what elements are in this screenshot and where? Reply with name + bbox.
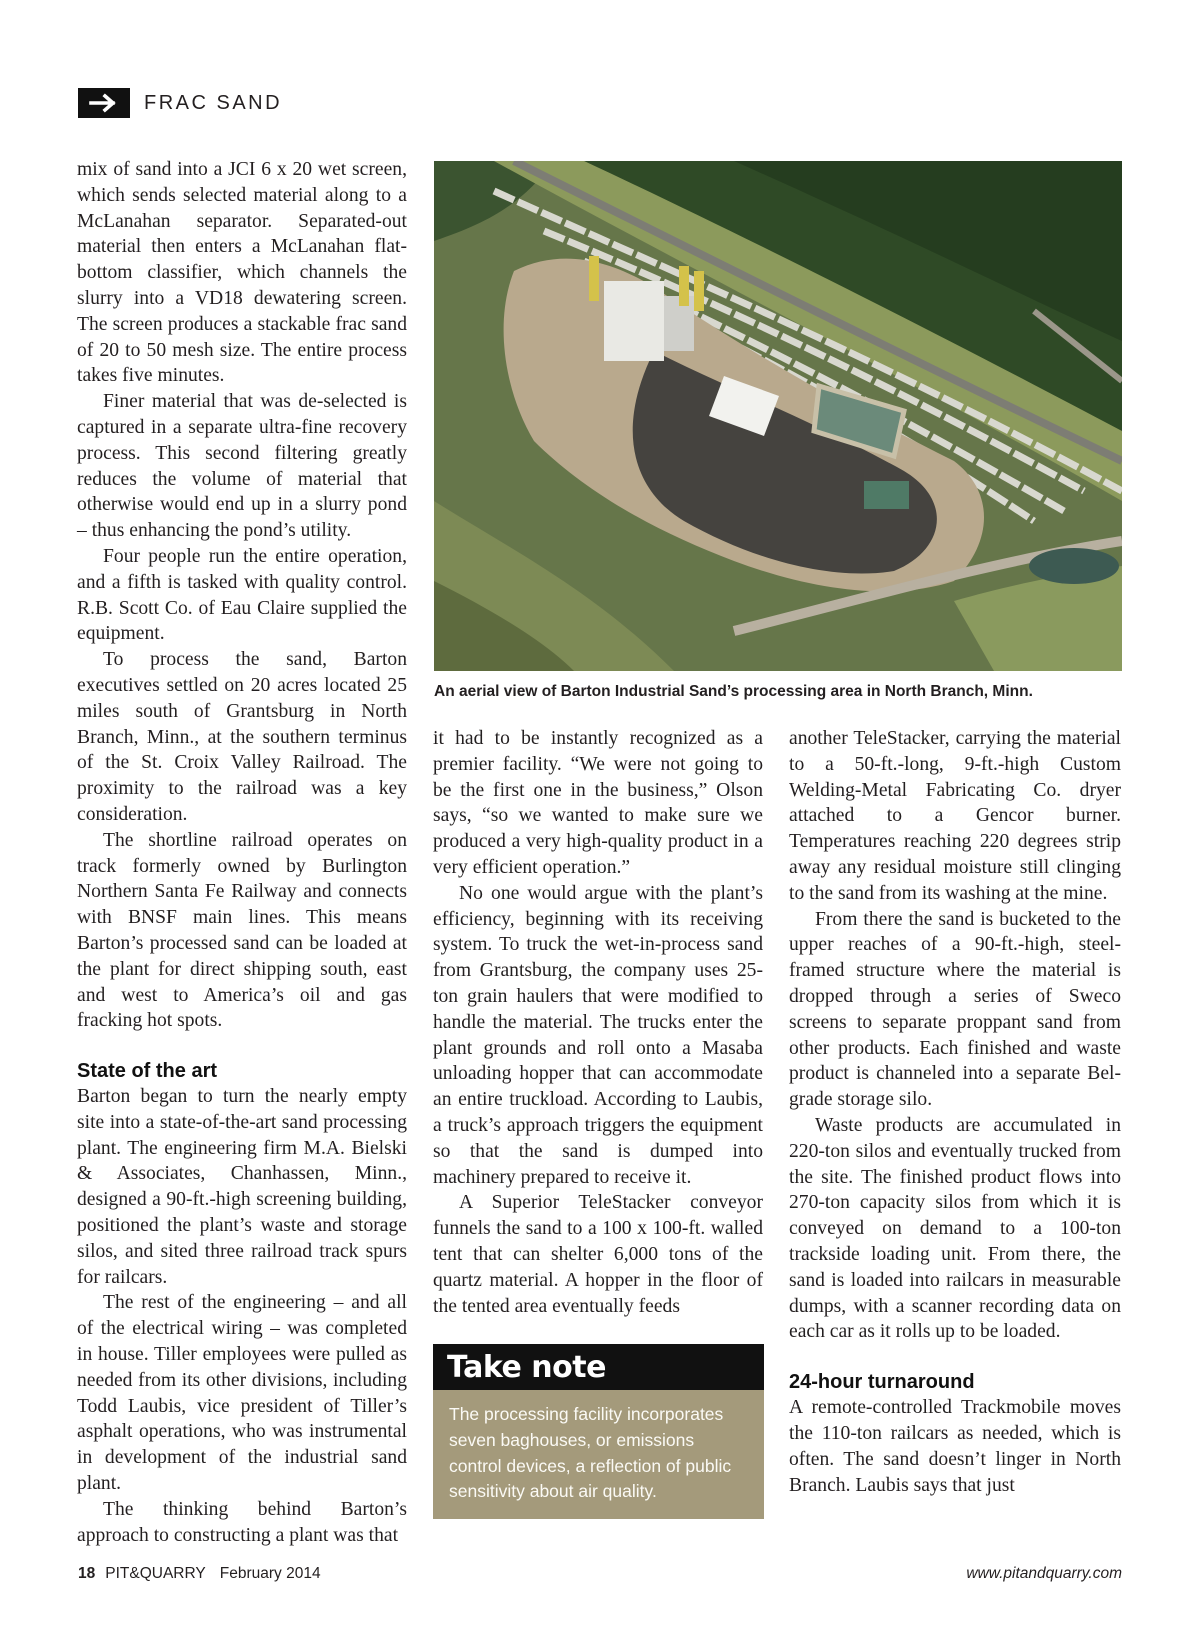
- paragraph: No one would argue with the plant’s efficiency, beginning with its receiving system. To truck the wet-in-process sand from Grantsburg, the company uses 25-ton grain haulers that were modified to handle the material. The trucks enter the plant grounds and roll onto a Masaba unloading hopper that can accommodate an entire truckload. According to Laubis, a truck’s approach triggers the equipment so that the sand is dumped into machinery prepared to receive it.: [433, 882, 763, 1188]
- photo-caption: An aerial view of Barton Industrial Sand’s processing area in North Branch, Minn.: [434, 683, 1033, 700]
- paragraph: The rest of the engineering – and all of the electrical wiring – was completed in house. Tiller employees were pulled as needed from its other divisions, including Todd Laubis, vice president of Tiller’s asphalt operations, who was instrumental in development of the industrial sand plant.: [77, 1292, 407, 1495]
- paragraph: The shortline railroad operates on track formerly owned by Burlington Northern Santa Fe Railway and connects with BNSF main lines. This means Barton’s processed sand can be loaded at the plant for direct shipping south, east and west to America’s oil and gas fracking hot spots.: [77, 829, 407, 1032]
- paragraph: it had to be instantly recognized as a premier facility. “We were not going to be the first one in the business,” Olson says, “so we wanted to make sure we produced a very high-quality product in a very efficient operation.”: [433, 728, 763, 878]
- footer-folio: [78, 1565, 321, 1583]
- paragraph: mix of sand into a JCI 6 x 20 wet screen, which sends selected material along to a McLanahan separator. Separated-out material then enters a McLanahan flat-bottom classifier, which channels the slurry into a VD18 dewatering screen. The screen produces a stackable frac sand of 20 to 50 mesh size. The entire process takes five minutes.: [77, 159, 407, 387]
- take-note-title: Take note: [433, 1344, 764, 1390]
- paragraph: A remote-controlled Trackmobile moves the 110-ton railcars as needed, which is often. The sand doesn’t linger in North Branch. Laubis says that just: [789, 1397, 1121, 1496]
- section-header: [78, 88, 282, 118]
- website-link[interactable]: www.pitandquarry.com: [966, 1565, 1122, 1582]
- magazine-name: PIT&QUARRY: [105, 1565, 206, 1582]
- take-note-box: [433, 1344, 764, 1519]
- paragraph: Waste products are accumulated in 220-ton silos and eventually trucked from the site. The finished product flows into 270-ton capacity silos from which it is conveyed on demand to a 100-ton trackside loading unit. From there, the sand is loaded into railcars in measurable dumps, with a scanner recording data on each car as it rolls up to be loaded.: [789, 1114, 1121, 1343]
- issue-date: February 2014: [219, 1565, 321, 1582]
- take-note-body: The processing facility incorporates seven baghouses, or emissions control devices, a reflection of public sensitivity about air quality.: [433, 1390, 764, 1519]
- article-column-left: [77, 157, 407, 1548]
- article-column-middle: [433, 726, 763, 1319]
- paragraph: To process the sand, Barton executives settled on 20 acres located 25 miles south of Grantsburg in North Branch, Minn., at the southern terminus of the St. Croix Valley Railroad. The proximity to the railroad was a key consideration.: [77, 649, 407, 825]
- arrow-right-icon: [78, 88, 130, 118]
- article-column-right: [789, 726, 1121, 1498]
- subheading-state-of-the-art: State of the art: [77, 1060, 218, 1083]
- section-label: FRAC SAND: [144, 91, 283, 114]
- aerial-photo: [434, 161, 1122, 671]
- paragraph: Four people run the entire operation, and a fifth is tasked with quality control. R.B. Scott Co. of Eau Claire supplied the equipment.: [77, 545, 407, 645]
- subheading-24-hour-turnaround: 24-hour turnaround: [789, 1371, 975, 1394]
- paragraph: The thinking behind Barton’s approach to constructing a plant was that: [77, 1498, 407, 1546]
- paragraph: Barton began to turn the nearly empty site into a state-of-the-art sand processing plant. The engineering firm M.A. Bielski & Associates, Chanhassen, Minn., designed a 90-ft.-high screening building, positioned the plant’s waste and storage silos, and sited three railroad track spurs for railcars.: [77, 1086, 407, 1288]
- page-number: 18: [78, 1565, 96, 1582]
- paragraph: A Superior TeleStacker conveyor funnels the sand to a 100 x 100-ft. walled tent that can shelter 6,000 tons of the quartz material. A hopper in the floor of the tented area eventually feeds: [433, 1192, 763, 1317]
- paragraph: From there the sand is bucketed to the upper reaches of a 90-ft.-high, steel-framed structure where the material is dropped through a series of Sweco screens to separate proppant sand from other products. Each finished and waste product is channeled into a separate Bel-grade storage silo.: [789, 908, 1121, 1111]
- paragraph: another TeleStacker, carrying the material to a 50-ft.-long, 9-ft.-high Custom Welding-Metal Fabricating Co. dryer attached to a Gencor burner. Temperatures reaching 220 degrees strip away any residual moisture still clinging to the sand from its washing at the mine.: [789, 728, 1121, 904]
- paragraph: Finer material that was de-selected is captured in a separate ultra-fine recovery process. This second filtering greatly reduces the volume of material that otherwise would end up in a slurry pond – thus enhancing the pond’s utility.: [77, 391, 407, 542]
